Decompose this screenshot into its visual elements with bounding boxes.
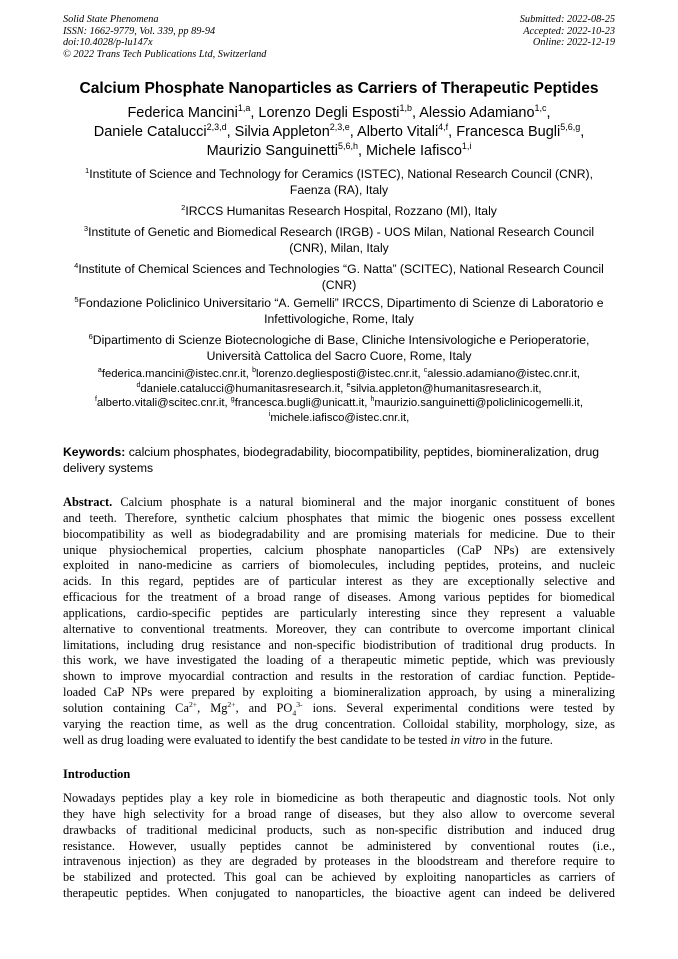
affiliation-text: Institute of Genetic and Biomedical Research (IRGB) - UOS Milan, National Research Council [88, 225, 595, 239]
affiliation-sup: 3 [83, 223, 89, 233]
author-name: Daniele Catalucci [93, 124, 207, 140]
email-link[interactable]: michele.iafisco@istec.cnr.it [270, 411, 407, 424]
ion-charge: 2+ [227, 699, 236, 709]
abstract-label: Abstract. [63, 495, 113, 509]
email-sup: d [136, 381, 141, 389]
author-sup: 1,a [237, 103, 251, 114]
author-sup: 2,3,e [329, 122, 350, 133]
email-sup: f [94, 396, 97, 404]
affiliation-5 [55, 295, 623, 327]
email-link[interactable]: alessio.adamiano@istec.cnr.it [427, 368, 577, 380]
journal-name: Solid State Phenomena [63, 14, 159, 25]
abstract-line: biocompatibility as well as biodegradability and are promising materials for medicine. Due to their [63, 526, 615, 541]
ion-charge: 2+ [188, 699, 198, 709]
abstract-line: unique physiochemical properties, calcium phosphate nanoparticles (CaP NPs) are extensively [63, 542, 615, 557]
intro-line: they have high selectivity for a broad range of diseases, but they also allow to overcome several [63, 806, 615, 821]
email-link[interactable]: federica.mancini@istec.cnr.it [101, 368, 246, 380]
ions-text: , Mg [197, 700, 228, 715]
author-sup: 4,f [438, 122, 449, 133]
intro-line: therapeutic peptides. When conjugated to nanoparticles, the bioactive agent can indeed be delivered [63, 886, 615, 901]
ion-charge: 3- [296, 699, 303, 709]
abstract-line: acids. In this regard, peptides are of particular interest as they are exceptionally selective and [63, 574, 615, 589]
email-line: $^a$federica.mancini@istec.cnr.it, $^b$lorenzo.degliesposti@istec.cnr.it, $^c$alessio.adamiano@istec.cnr.it, [97, 367, 581, 380]
email-link[interactable]: maurizio.sanguinetti@policlinicogemelli.it [374, 397, 580, 410]
affiliation-text: (CNR), Milan, Italy [289, 241, 389, 255]
abstract-line: varying the reaction time, as well as the drug concentration. Colloidal stability, morphology, size, as [63, 716, 615, 731]
keywords-block [63, 445, 619, 476]
online-date: Online: 2022-12-19 [532, 37, 615, 49]
intro-line: resistance. However, usually peptides cannot be administered by conventional routes (i.e., [63, 838, 615, 853]
author-name: Alberto Vitali [357, 124, 439, 140]
intro-line: Nowadays peptides play a key role in biomedicine as both therapeutic and diagnostic tools. Not only [63, 791, 615, 805]
email-sup: i [268, 411, 271, 419]
affiliation-3 [55, 224, 623, 256]
affiliation-text: Infettivologiche, Rome, Italy [264, 312, 414, 326]
affiliation-text: Dipartimento di Scienze Biotecnologiche di Base, Cliniche Intensivologiche e Perioperatorie, [92, 333, 590, 347]
paper-title: Calcium Phosphate Nanoparticles as Carriers of Therapeutic Peptides [79, 80, 599, 97]
abstract-line: exploited in nano-medicine as carriers of biomolecules, including peptides, proteins, and nucleic [63, 558, 615, 573]
abstract-line: loaded CaP NPs were prepared by exploiting a biomineralization approach, by using a mineralizing [63, 685, 615, 700]
affiliation-text: Università Cattolica del Sacro Cuore, Rome, Italy [206, 349, 472, 363]
author-name: Alessio Adamiano [419, 105, 535, 121]
dates-header [520, 14, 615, 49]
affiliation-1 [55, 166, 623, 198]
introduction-heading: Introduction [63, 767, 131, 781]
accepted-date: Accepted: 2022-10-23 [523, 25, 615, 37]
affiliation-6 [55, 332, 623, 364]
author-name: Lorenzo Degli Esposti [258, 105, 400, 121]
abstract-line: and teeth. Therefore, synthetic calcium phosphates that mimic the biogenic ones possess excellent [63, 510, 615, 525]
affiliation-sup: 2 [181, 202, 186, 212]
intro-line: be stabilized and protected. This goal can be achieved by exploiting nanoparticles as carriers of [63, 870, 615, 885]
author-sup: 2,3,d [206, 122, 227, 133]
author-name: Maurizio Sanguinetti [206, 143, 338, 159]
affiliation-2 [55, 203, 623, 219]
email-sup: g [230, 396, 235, 404]
email-sup: h [370, 396, 375, 404]
affiliation-sup: 4 [74, 260, 79, 270]
affiliation-text: Fondazione Policlinico Universitario “A. Gemelli” IRCCS, Dipartimento di Scienze di Laboratorio e [78, 296, 604, 310]
affiliation-4 [55, 261, 623, 293]
ions-text: , and PO [235, 700, 293, 715]
journal-header [63, 14, 266, 60]
email-sup: b [252, 367, 256, 375]
author-name: Michele Iafisco [366, 143, 462, 159]
journal-copyright: © 2022 Trans Tech Publications Ltd, Switzerland [63, 48, 267, 60]
email-line: $^i$michele.iafisco@istec.cnr.it, [268, 411, 410, 424]
author-sup: 5,6,g [560, 122, 581, 133]
submitted-date: Submitted: 2022-08-25 [519, 14, 615, 25]
affiliation-text: Institute of Chemical Sciences and Technologies “G. Natta” (SCITEC), National Research Council [78, 262, 604, 276]
author-name: Silvia Appleton [234, 124, 330, 140]
affiliation-sup: 5 [74, 294, 79, 304]
journal-doi: doi:10.4028/p-lu147x [63, 37, 153, 49]
author-line: Federica Mancini$^{1,a}$, Lorenzo Degli Esposti$^{1,b}$, Alessio Adamiano$^{1,c}$, [127, 103, 551, 121]
author-sup: 1,c [534, 103, 547, 114]
abstract-line [63, 701, 615, 717]
email-line: $^f$alberto.vitali@scitec.cnr.it, $^g$francesca.bugli@unicatt.it, $^h$maurizio.sanguinetti@policlinicogemelli.it, [94, 396, 584, 410]
abstract [63, 495, 615, 749]
abstract-text: in the future. [486, 732, 553, 747]
affiliation-text: Faenza (RA), Italy [289, 183, 389, 197]
abstract-line [63, 495, 615, 511]
ions-text: solution containing Ca [63, 700, 189, 715]
keywords-text: delivery systems [63, 460, 154, 475]
author-sup: 1,b [399, 103, 412, 114]
email-link[interactable]: daniele.catalucci@humanitasresearch.it [140, 382, 341, 395]
email-line: $^d$daniele.catalucci@humanitasresearch.it, $^e$silvia.appleton@humanitasresearch.it, [136, 381, 542, 395]
author-name: Francesca Bugli [456, 124, 561, 140]
abstract-line: efficacious for the treatment of a broad range of diseases. Among various peptides for biomedical [63, 590, 615, 605]
ion-subscript: 4 [292, 708, 297, 718]
abstract-line: shown to improve myocardial contraction and results in the restoration of cardiac function. Peptide- [63, 669, 615, 684]
email-link[interactable]: alberto.vitali@scitec.cnr.it [96, 397, 225, 410]
abstract-line: applications, cardio-specific peptides are particularly interesting since they represent a valuable [63, 605, 615, 620]
introduction-body [63, 791, 615, 902]
author-list [40, 104, 638, 161]
journal-issn: ISSN: 1662-9779, Vol. 339, pp 89-94 [63, 25, 216, 37]
email-link[interactable]: silvia.appleton@humanitasresearch.it [350, 382, 539, 395]
ions-text: ions. Several experimental conditions were tested by [302, 700, 615, 715]
keywords-label: Keywords: [63, 445, 126, 459]
email-sup: c [423, 367, 428, 375]
email-sup: e [346, 381, 351, 389]
abstract-italic: in vitro [450, 732, 487, 747]
abstract-line: limitations, including drug resistance and non-specific biodistribution of traditional drug products. In [63, 637, 615, 652]
affiliation-sup: 6 [88, 331, 93, 341]
affiliation-text: Institute of Science and Technology for Ceramics (ISTEC), National Research Council (CNR), [89, 167, 593, 181]
abstract-line: alternative to conventional treatments. Moreover, they can contribute to overcome important clinical [63, 621, 615, 636]
abstract-text: Calcium phosphate is a natural biomineral and the major inorganic constituent of bones [120, 495, 615, 509]
abstract-text: well as drug loading were evaluated to identify the best candidate to be tested [63, 732, 451, 747]
affiliation-sup: 1 [85, 165, 90, 175]
author-line: Daniele Catalucci$^{2,3,d}$, Silvia Appleton$^{2,3,e}$, Alberto Vitali$^{4,f}$, Francesca Bugli$^{5,6,g}$, [93, 122, 585, 140]
author-sup: 1,i [461, 141, 472, 152]
keywords-text: calcium phosphates, biodegradability, biocompatibility, peptides, biomineralization, drug [128, 445, 600, 459]
affiliation-text: IRCCS Humanitas Research Hospital, Rozzano (MI), Italy [185, 204, 497, 218]
author-line: Maurizio Sanguinetti$^{5,6,h}$, Michele Iafisco$^{1,i}$ [206, 141, 472, 159]
email-link[interactable]: francesca.bugli@unicatt.it [234, 397, 365, 410]
email-sup: a [97, 367, 102, 375]
author-name: Federica Mancini [127, 105, 238, 121]
affiliation-text: (CNR) [321, 278, 357, 292]
intro-line: drawbacks of traditional medicinal products, such as non-specific distribution and induced drug [63, 822, 615, 837]
intro-line: intravenous injection) as they are degraded by proteases in the bloodstream and therefore require to [63, 854, 615, 869]
abstract-line [63, 733, 615, 749]
author-sup: 5,6,h [337, 141, 358, 152]
email-link[interactable]: lorenzo.degliesposti@istec.cnr.it [255, 368, 418, 380]
abstract-line: this work, we have investigated the loading of a therapeutic mimetic peptide, which was previously [63, 653, 615, 668]
email-list [40, 367, 638, 425]
